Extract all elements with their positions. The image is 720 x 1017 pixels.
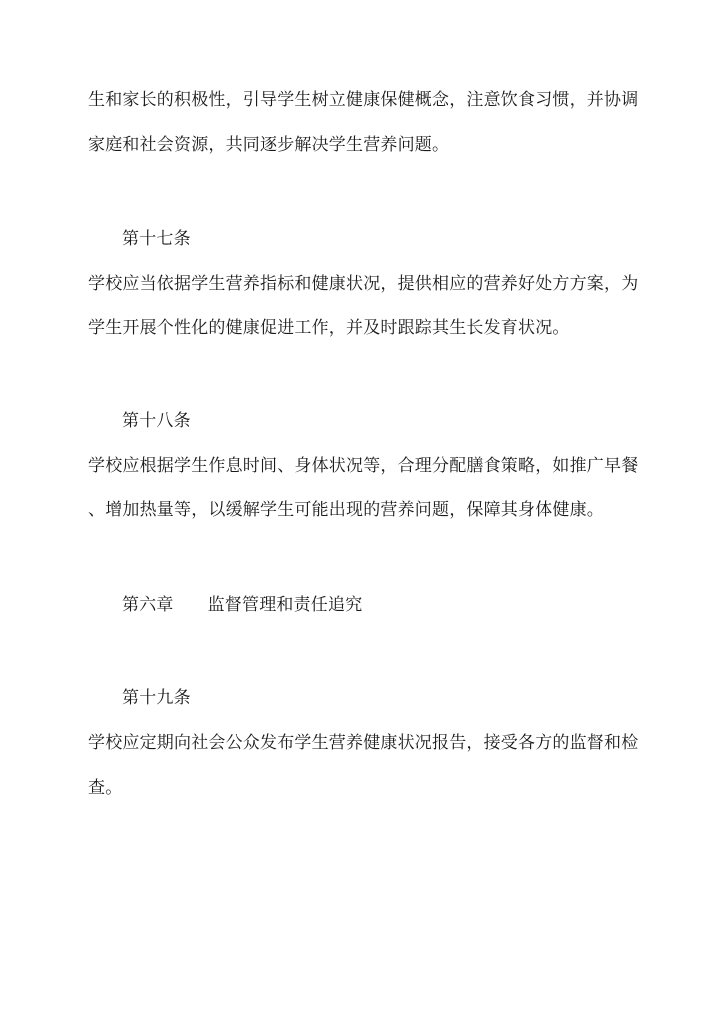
article-17-heading: 第十七条: [122, 229, 191, 249]
article-17-line-1: 学校应当依据学生营养指标和健康状况，提供相应的营养好处方方案，为: [88, 274, 639, 294]
chapter-6-title: 监督管理和责任追究: [207, 595, 363, 615]
chapter-6-heading: [122, 595, 362, 615]
article-19-heading: 第十九条: [122, 688, 191, 708]
article-18-line-1: 学校应根据学生作息时间、身体状况等，合理分配膳食策略，如推广早餐: [88, 456, 639, 476]
intro-paragraph-line-2: 家庭和社会资源，共同逐步解决学生营养问题。: [88, 135, 450, 155]
article-18-heading: 第十八条: [122, 411, 191, 431]
article-19-line-1: 学校应定期向社会公众发布学生营养健康状况报告，接受各方的监督和检: [88, 733, 639, 753]
article-17-line-2: 学生开展个性化的健康促进工作，并及时跟踪其生长发育状况。: [88, 318, 570, 338]
article-19-line-2: 查。: [88, 778, 123, 798]
article-18-line-2: 、增加热量等，以缓解学生可能出现的营养问题，保障其身体健康。: [88, 500, 604, 520]
intro-paragraph-line-1: 生和家长的积极性，引导学生树立健康保健概念，注意饮食习惯，并协调: [88, 90, 639, 110]
chapter-6-number: 第六章: [122, 595, 174, 615]
